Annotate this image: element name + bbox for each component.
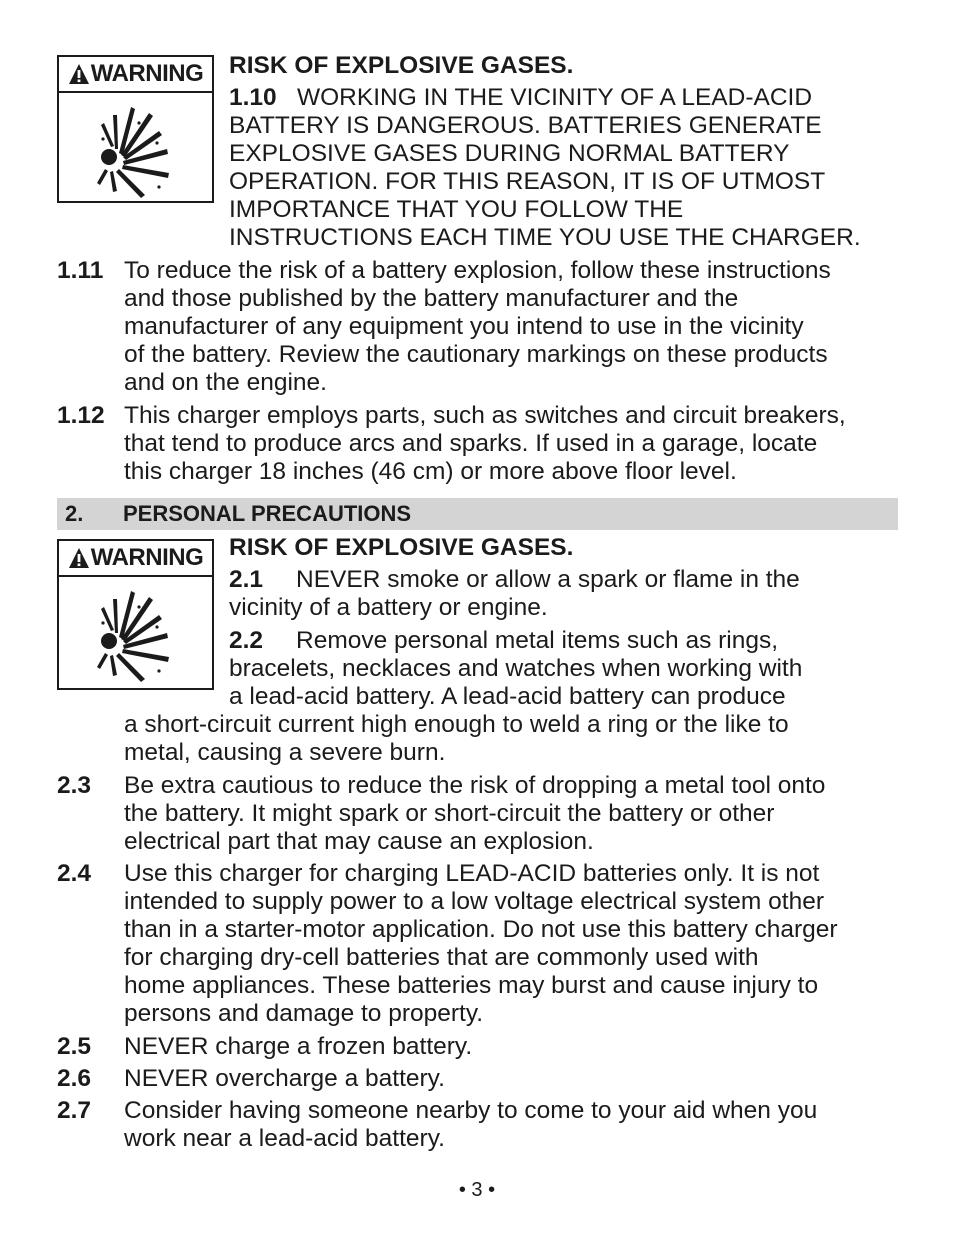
item-number: 1.11 [57,257,104,284]
paragraph-line: than in a starter-motor application. Do not use this battery charger [124,916,838,943]
page-number: • 3 • [458,1179,496,1201]
paragraph-line: INSTRUCTIONS EACH TIME YOU USE THE CHARGER. [229,224,861,251]
paragraph-line: metal, causing a severe burn. [124,739,446,766]
paragraph-line: bracelets, necklaces and watches when working with [229,655,803,682]
paragraph-line: OPERATION. FOR THIS REASON, IT IS OF UTMOST [229,168,826,195]
paragraph-line: Consider having someone nearby to come to your aid when you [124,1097,818,1124]
paragraph-line: This charger employs parts, such as switches and circuit breakers, [124,402,846,429]
paragraph-line: intended to supply power to a low voltage electrical system other [124,888,824,915]
paragraph-line: of the battery. Review the cautionary markings on these products [124,341,828,368]
item-number: 2.1 [229,566,264,593]
item-number: 2.7 [57,1097,92,1124]
paragraph-line: a lead-acid battery. A lead-acid battery can produce [229,683,786,710]
alert-triangle-icon [68,63,90,85]
warning-sign [57,55,214,203]
paragraph-line: and on the engine. [124,369,327,396]
paragraph-line: NEVER smoke or allow a spark or flame in the [296,566,800,593]
paragraph-line: for charging dry-cell batteries that are commonly used with [124,944,759,971]
item-number: 1.12 [57,402,105,429]
paragraph-line: electrical part that may cause an explosion. [124,828,594,855]
warning-label: WARNING [59,57,212,93]
paragraph-line: NEVER charge a frozen battery. [124,1033,473,1060]
item-number: 1.10 [229,84,277,111]
paragraph-line: Be extra cautious to reduce the risk of dropping a metal tool onto [124,772,826,799]
paragraph-line: Remove personal metal items such as rings, [296,627,779,654]
paragraph-line: and those published by the battery manufacturer and the [124,285,739,312]
paragraph-line: IMPORTANCE THAT YOU FOLLOW THE [229,196,684,223]
warning-label: WARNING [59,541,212,577]
paragraph-line: a short-circuit current high enough to weld a ring or the like to [124,711,789,738]
paragraph-line: home appliances. These batteries may burst and cause injury to [124,972,819,999]
paragraph-line: Use this charger for charging LEAD-ACID batteries only. It is not [124,860,820,887]
paragraph-line: this charger 18 inches (46 cm) or more above floor level. [124,458,737,485]
paragraph-line: NEVER overcharge a battery. [124,1065,445,1092]
paragraph-line: the battery. It might spark or short-circuit the battery or other [124,800,775,827]
warning-heading: RISK OF EXPLOSIVE GASES. [229,52,574,79]
paragraph-line: EXPLOSIVE GASES DURING NORMAL BATTERY [229,140,790,167]
item-number: 2.4 [57,860,92,887]
paragraph-line: WORKING IN THE VICINITY OF A LEAD-ACID [297,84,813,111]
item-number: 2.6 [57,1065,92,1092]
paragraph-line: work near a lead-acid battery. [124,1125,445,1152]
paragraph-line: persons and damage to property. [124,1000,484,1027]
item-number: 2.5 [57,1033,92,1060]
paragraph-line: that tend to produce arcs and sparks. If used in a garage, locate [124,430,818,457]
explosion-icon [95,99,181,199]
section-header [57,498,898,530]
paragraph-line: manufacturer of any equipment you intend to use in the vicinity [124,313,804,340]
warning-sign [57,539,214,690]
paragraph-line: To reduce the risk of a battery explosion, follow these instructions [124,257,831,284]
section-number: 2. [65,501,84,526]
alert-triangle-icon [68,547,90,569]
section-title: PERSONAL PRECAUTIONS [123,501,412,526]
paragraph-line: vicinity of a battery or engine. [229,594,548,621]
explosion-icon [95,583,181,683]
item-number: 2.2 [229,627,264,654]
warning-heading: RISK OF EXPLOSIVE GASES. [229,534,574,561]
item-number: 2.3 [57,772,92,799]
paragraph-line: BATTERY IS DANGEROUS. BATTERIES GENERATE [229,112,822,139]
